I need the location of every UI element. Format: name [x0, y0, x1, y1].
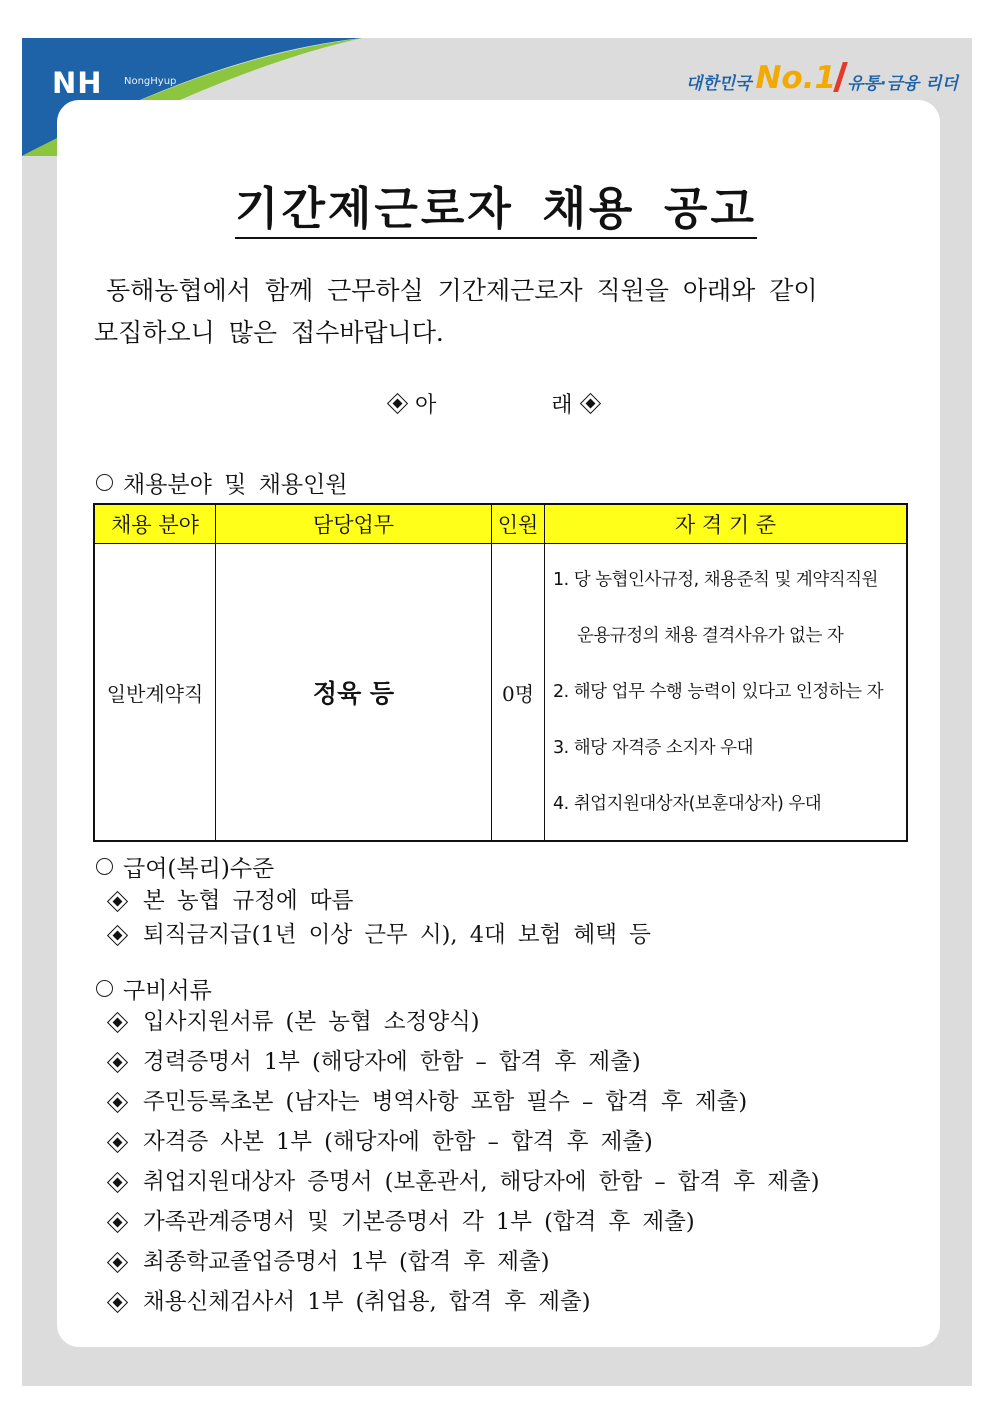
list-item-text: 본 농협 규정에 따름 [143, 888, 354, 914]
diamond-bullet-icon [107, 1091, 128, 1112]
table-row [94, 544, 907, 842]
list-item [104, 1082, 820, 1122]
criteria-item: 1. 당 농협인사규정, 채용준칙 및 계약직직원 [553, 570, 878, 590]
intro-paragraph [94, 270, 894, 354]
list-item [104, 915, 651, 955]
table-header-row [94, 504, 907, 544]
section-documents-heading [96, 972, 212, 1005]
diamond-bullet-icon [107, 1171, 128, 1192]
slogan-right: 유통·금융 리더 [847, 74, 958, 94]
list-item-text: 취업지원대상자 증명서 (보훈관서, 해당자에 한함 – 합격 후 제출) [143, 1169, 820, 1195]
list-item-text: 채용신체검사서 1부 (취업용, 합격 후 제출) [143, 1289, 591, 1315]
list-item-text: 경력증명서 1부 (해당자에 한함 – 합격 후 제출) [143, 1049, 641, 1075]
list-item [104, 1122, 820, 1162]
header-criteria: 자 격 기 준 [545, 504, 908, 544]
list-item-text: 퇴직금지급(1년 이상 근무 시), 4대 보험 혜택 등 [143, 922, 651, 948]
arae-heading [380, 388, 608, 419]
header-duty: 담당업무 [216, 504, 492, 544]
documents-list [104, 1002, 820, 1322]
criteria-item: 3. 해당 자격증 소지자 우대 [553, 738, 753, 758]
list-item-text: 최종학교졸업증명서 1부 (합격 후 제출) [143, 1249, 550, 1275]
criteria-item: 4. 취업지원대상자(보훈대상자) 우대 [553, 794, 822, 814]
list-item-text: 주민등록초본 (남자는 병역사항 포함 필수 – 합격 후 제출) [143, 1089, 748, 1115]
diamond-bullet-icon [579, 393, 600, 414]
list-item [104, 1162, 820, 1202]
diamond-bullet-icon [107, 1211, 128, 1232]
cell-count: 0명 [492, 544, 545, 842]
criteria-item: 운용규정의 채용 결격사유가 없는 자 [577, 626, 844, 646]
cell-duty: 정육 등 [216, 544, 492, 842]
list-item-text: 가족관계증명서 및 기본증명서 각 1부 (합격 후 제출) [143, 1209, 695, 1235]
slogan-left: 대한민국 [685, 74, 752, 94]
page-title: 기간제근로자 채용 공고 [235, 182, 757, 239]
slogan-no1-text: No.1 [755, 60, 837, 96]
diamond-bullet-icon [387, 393, 408, 414]
header-field: 채용 분야 [94, 504, 216, 544]
list-item [104, 1002, 820, 1042]
circle-bullet-icon [96, 858, 113, 875]
diamond-bullet-icon [107, 1011, 128, 1032]
list-item-text: 자격증 사본 1부 (해당자에 한함 – 합격 후 제출) [143, 1129, 653, 1155]
salary-list [104, 881, 651, 955]
header-count: 인원 [492, 504, 545, 544]
recruitment-table [93, 503, 908, 842]
diamond-bullet-icon [107, 924, 128, 945]
slogan [686, 54, 958, 94]
intro-line-1: 동해농협에서 함께 근무하실 기간제근로자 직원을 아래와 같이 [106, 276, 818, 305]
diamond-bullet-icon [107, 890, 128, 911]
list-item [104, 1282, 820, 1322]
nh-logo-text: NH [52, 66, 103, 100]
arae-left: 아 [415, 393, 437, 418]
intro-line-2: 모집하오니 많은 접수바랍니다. [94, 318, 444, 347]
section-recruitment-title: 채용분야 및 채용인원 [123, 472, 348, 498]
circle-bullet-icon [96, 474, 113, 491]
circle-bullet-icon [96, 980, 113, 997]
list-item [104, 1202, 820, 1242]
list-item-text: 입사지원서류 (본 농협 소정양식) [143, 1009, 480, 1035]
page-title-wrap [0, 172, 992, 237]
list-item [104, 1042, 820, 1082]
slogan-no1 [755, 62, 843, 94]
diamond-bullet-icon [107, 1131, 128, 1152]
section-salary-title: 급여(복리)수준 [123, 856, 275, 882]
section-recruitment-heading [96, 466, 348, 499]
criteria-item: 2. 해당 업무 수행 능력이 있다고 인정하는 자 [553, 682, 884, 702]
cell-criteria [545, 544, 908, 842]
diamond-bullet-icon [107, 1291, 128, 1312]
section-salary-heading [96, 850, 274, 883]
arae-right: 래 [551, 393, 573, 418]
nonghyup-logo-subtext: NongHyup [124, 76, 177, 87]
list-item [104, 1242, 820, 1282]
diamond-bullet-icon [107, 1251, 128, 1272]
diamond-bullet-icon [107, 1051, 128, 1072]
cell-field: 일반계약직 [94, 544, 216, 842]
section-documents-title: 구비서류 [123, 978, 212, 1004]
